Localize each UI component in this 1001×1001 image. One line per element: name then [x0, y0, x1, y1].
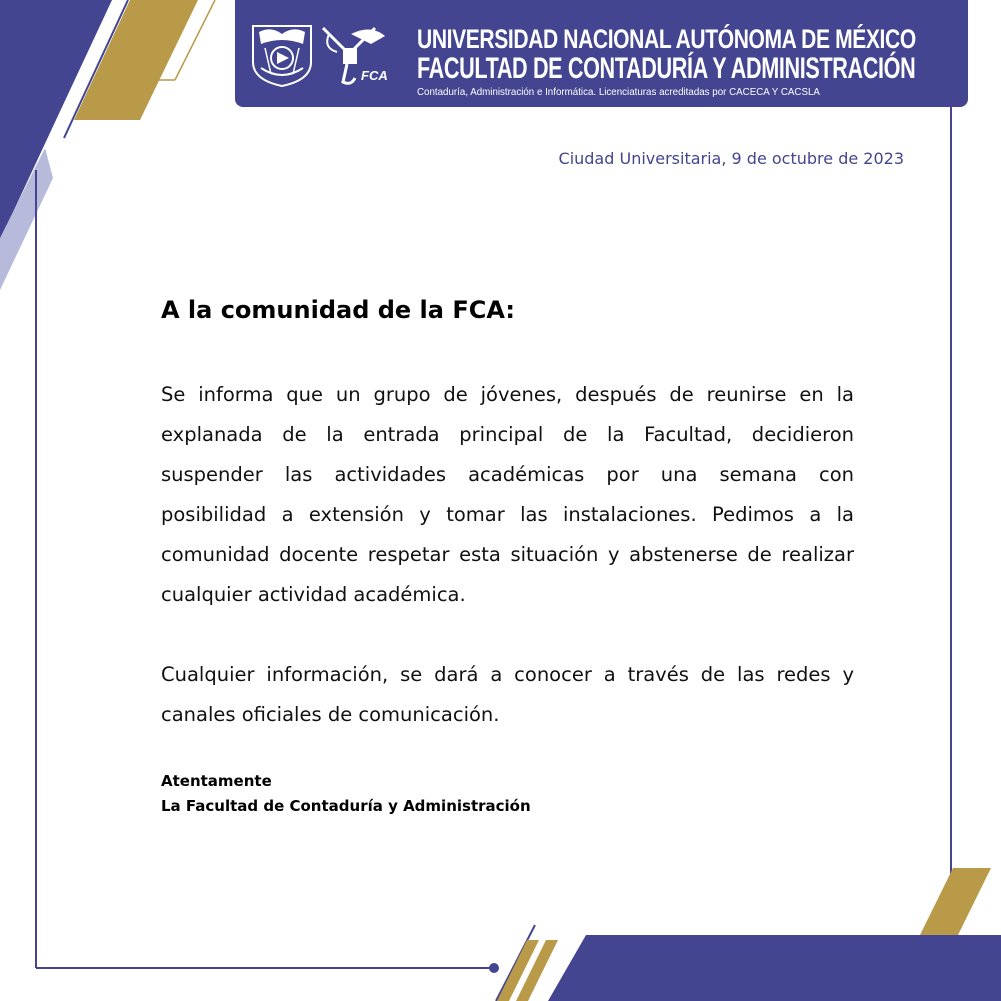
header-banner: [235, 0, 968, 107]
letter-paragraph-2: Cualquier información, se dará a conocer a través de las redes y canales oficiales de comunicación.: [161, 663, 854, 726]
letter-signature: La Facultad de Contaduría y Administración: [161, 797, 531, 815]
university-name: UNIVERSIDAD NACIONAL AUTÓNOMA DE MÉXICO: [417, 24, 916, 54]
fca-emblem-icon: [323, 28, 388, 83]
bottom-navy-shape: [548, 935, 1001, 1001]
accreditation-tagline: Contaduría, Administración e Informática. Licenciaturas acreditadas por CACECA Y CACSLA: [417, 86, 820, 98]
letter-paragraph-1: Se informa que un grupo de jóvenes, después de reunirse en la explanada de la entrada principal de la Facultad, decidieron suspender las actividades académicas por una semana con posibilidad a extensión y tomar las instalaciones. Pedimos a la comunidad docente respetar esta situación y abstenerse de realizar cualquier actividad académica.: [161, 383, 854, 606]
frame-dot: [489, 963, 499, 973]
unam-shield-icon: [253, 26, 311, 86]
bottom-gold-shape: [920, 868, 991, 935]
unam-fca-logos: [251, 22, 391, 88]
letter-closing: Atentamente: [161, 772, 272, 790]
letter-date: Ciudad Universitaria, 9 de octubre de 2023: [558, 149, 904, 168]
letter-greeting: A la comunidad de la FCA:: [161, 296, 515, 324]
svg-text:FCA: FCA: [361, 68, 388, 83]
faculty-name: FACULTAD DE CONTADURÍA Y ADMINISTRACIÓN: [417, 52, 916, 85]
